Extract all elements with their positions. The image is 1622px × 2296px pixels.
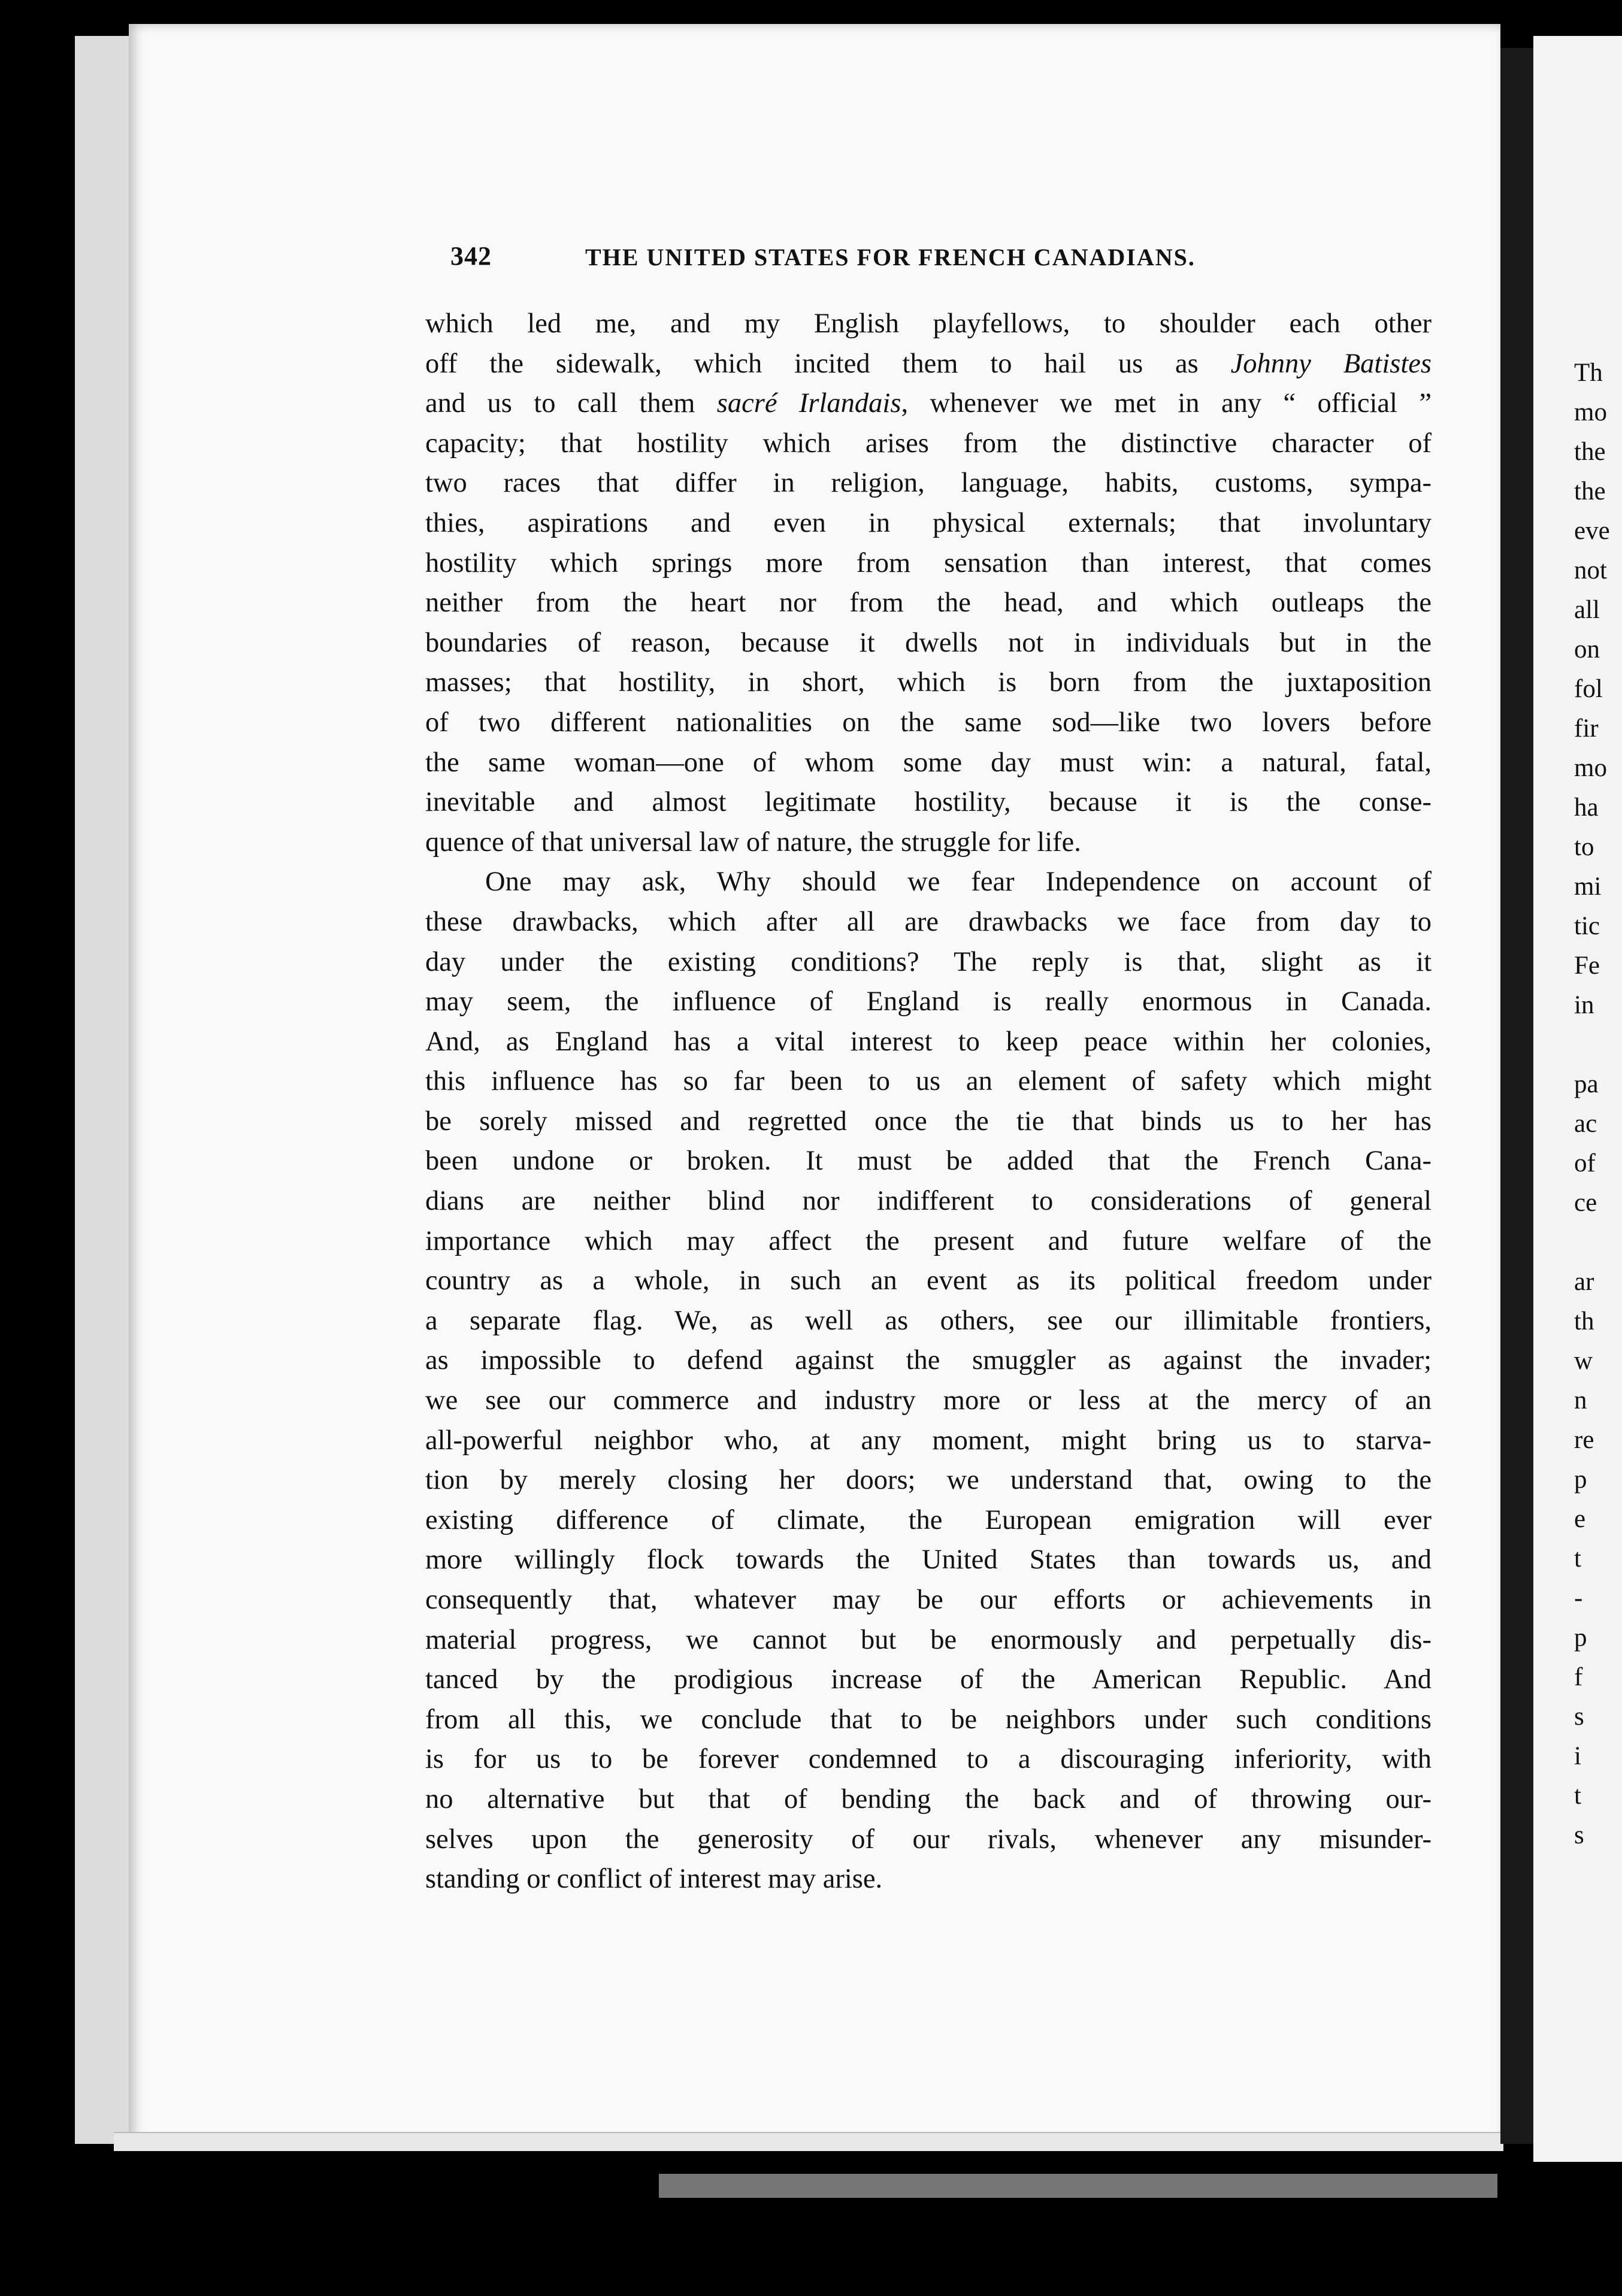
text-line <box>425 344 1432 384</box>
text-run: tion by merely closing her doors; we understand that, owing to the <box>425 1465 1432 1496</box>
text-line <box>425 1620 1432 1661</box>
text-run: importance which may affect the present and future welfare of the <box>425 1225 1432 1256</box>
text-line <box>425 1341 1432 1381</box>
text-line <box>425 902 1432 943</box>
text-run: dians are neither blind nor indifferent to considerations of general <box>425 1186 1432 1217</box>
text-run: existing difference of climate, the European emigration will ever <box>425 1504 1432 1535</box>
text-line <box>425 1660 1432 1700</box>
text-run: we see our commerce and industry more or less at the mercy of an <box>425 1385 1432 1416</box>
text-run: hostility which springs more from sensation than interest, that comes <box>425 547 1432 578</box>
text-run: all-powerful neighbor who, at any moment, might bring us to starva- <box>425 1425 1432 1456</box>
text-run: this influence has so far been to us an element of safety which might <box>425 1066 1432 1097</box>
text-line <box>425 583 1432 623</box>
text-run: may seem, the influence of England is really enormous in Canada. <box>425 986 1432 1017</box>
text-run: inevitable and almost legitimate hostility, because it is the conse- <box>425 787 1432 818</box>
italic-text: Johnny Batistes <box>1230 348 1432 379</box>
text-line <box>425 1820 1432 1860</box>
text-run: One may ask, Why should we fear Independence on account of <box>485 867 1432 898</box>
text-line <box>425 1222 1432 1262</box>
text-line <box>425 1182 1432 1222</box>
text-run: And, as England has a vital interest to keep peace within her colonies, <box>425 1026 1432 1057</box>
text-line <box>425 1421 1432 1461</box>
text-run: been undone or broken. It must be added that the French Cana- <box>425 1146 1432 1177</box>
text-run: country as a whole, in such an event as its political freedom under <box>425 1265 1432 1297</box>
text-run: and us to call them <box>425 388 717 419</box>
page-stack-edge <box>659 2174 1497 2198</box>
text-run: day under the existing conditions? The reply is that, slight as it <box>425 946 1432 977</box>
text-line <box>425 663 1432 703</box>
text-line <box>425 783 1432 823</box>
text-run: neither from the heart nor from the head, and which outleaps the <box>425 587 1432 619</box>
text-line <box>425 1062 1432 1102</box>
body-text <box>425 304 1432 1900</box>
text-run: consequently that, whatever may be our efforts or achievements in <box>425 1585 1432 1615</box>
text-line <box>425 1740 1432 1780</box>
text-line <box>425 1461 1432 1501</box>
text-line <box>425 1859 1432 1900</box>
page-bottom-edge <box>114 2132 1503 2151</box>
text-run: a separate flag. We, as well as others, see our illimitable frontiers, <box>425 1305 1432 1336</box>
text-run: material progress, we cannot but be enormously and perpetually dis- <box>425 1624 1432 1655</box>
text-line <box>425 1261 1432 1301</box>
text-run: boundaries of reason, because it dwells not in individuals but in the <box>425 627 1432 658</box>
text-run: masses; that hostility, in short, which is born from the juxtaposition <box>425 667 1432 698</box>
text-run: , whenever we met in any “ official ” <box>901 388 1432 419</box>
text-line <box>425 623 1432 664</box>
page-header <box>450 238 1301 274</box>
text-line <box>425 1141 1432 1182</box>
text-run: standing or conflict of interest may arise. <box>425 1864 883 1895</box>
text-line <box>425 982 1432 1022</box>
text-run: capacity; that hostility which arises from the distinctive character of <box>425 428 1432 459</box>
text-line <box>425 743 1432 783</box>
text-line <box>425 544 1432 584</box>
text-run: tanced by the prodigious increase of the American Republic. And <box>425 1664 1432 1695</box>
text-line <box>425 1301 1432 1341</box>
text-line <box>425 1700 1432 1740</box>
text-run: be sorely missed and regretted once the tie that binds us to her has <box>425 1105 1432 1137</box>
text-line <box>425 1381 1432 1421</box>
text-line <box>425 703 1432 743</box>
text-run: selves upon the generosity of our rivals, whenever any misunder- <box>425 1824 1432 1855</box>
text-run: which led me, and my English playfellows, to shoulder each other <box>425 308 1432 339</box>
text-line <box>425 1501 1432 1541</box>
text-run: as impossible to defend against the smuggler as against the invader; <box>425 1345 1432 1376</box>
text-run: is for us to be forever condemned to a discouraging inferiority, with <box>425 1744 1432 1775</box>
text-run: off the sidewalk, which incited them to hail us as <box>425 348 1231 379</box>
italic-text: sacré Irlandais <box>716 388 901 419</box>
facing-page-text: Th mo the the eve not all on fol fir mo ha to mi tic Fe in pa ac of ce ar th w n re p e t - p f s i t s <box>1574 359 1610 1849</box>
text-line <box>425 1102 1432 1142</box>
page-gutter <box>1500 48 1533 2144</box>
text-run: no alternative but that of bending the back and of throwing our- <box>425 1783 1432 1815</box>
text-run: these drawbacks, which after all are drawbacks we face from day to <box>425 906 1432 937</box>
text-line <box>425 464 1432 504</box>
text-line <box>425 1780 1432 1820</box>
running-head: THE UNITED STATES FOR FRENCH CANADIANS. <box>585 244 1196 271</box>
text-line <box>425 1022 1432 1062</box>
text-run: thies, aspirations and even in physical externals; that involuntary <box>425 507 1432 538</box>
text-line <box>425 504 1432 544</box>
text-run: the same woman—one of whom some day must win: a natural, fatal, <box>425 747 1432 778</box>
text-line <box>425 304 1432 344</box>
text-line <box>425 862 1432 902</box>
page-number: 342 <box>450 241 492 271</box>
text-line <box>425 384 1432 424</box>
text-run: of two different nationalities on the same sod—like two lovers before <box>425 707 1432 738</box>
text-line <box>425 424 1432 464</box>
text-run: more willingly flock towards the United States than towards us, and <box>425 1544 1432 1576</box>
text-line <box>425 1580 1432 1620</box>
text-line <box>425 943 1432 983</box>
text-line <box>425 823 1432 863</box>
text-run: from all this, we conclude that to be neighbors under such conditions <box>425 1704 1432 1735</box>
text-line <box>425 1540 1432 1580</box>
text-run: two races that differ in religion, language, habits, customs, sympa- <box>425 468 1432 499</box>
text-run: quence of that universal law of nature, the struggle for life. <box>425 826 1081 858</box>
